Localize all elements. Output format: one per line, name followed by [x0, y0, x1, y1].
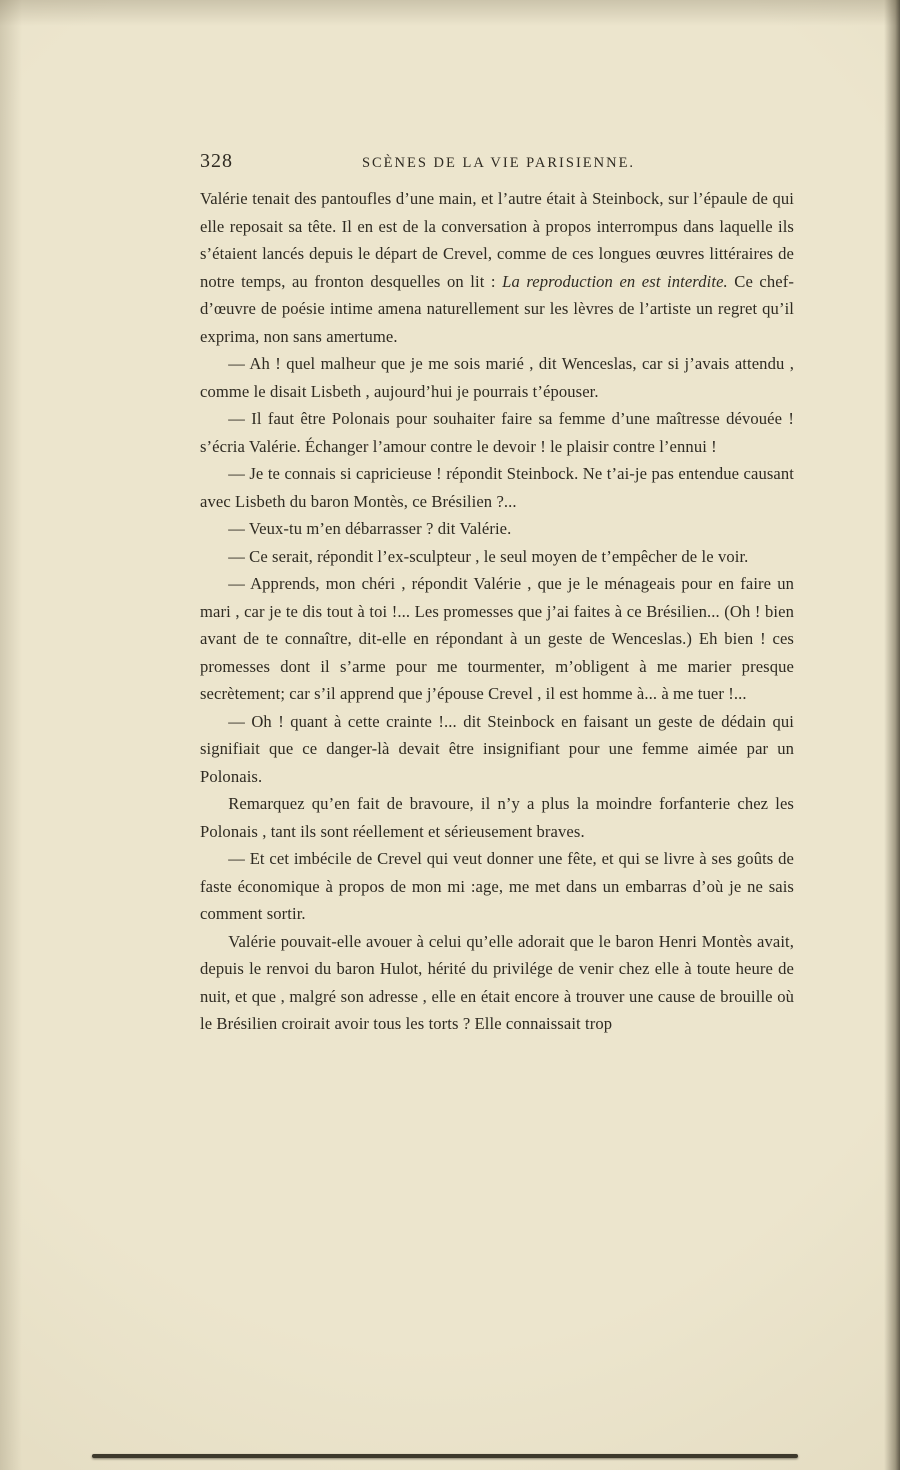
page-header [200, 150, 794, 173]
text-run: Remarquez qu’en fait de bravoure, il n’y a plus la moindre forfanterie chez les Polonais , tant ils sont réellement et sérieusement braves. [200, 794, 794, 841]
text-run: — Apprends, mon chéri , répondit Valérie , que je le ménageais pour en faire un mari , car je te dis tout à toi !... Les promesses que j’ai faites à ce Brésilien... (Oh ! bien avant de te connaître, dit-elle en répondant à un geste de Wenceslas.) Eh bien ! ces promesses dont il s’arme pour me tourmenter, m’obligent à me marier presque secrètement; car s’il apprend que j’épouse Crevel , il est homme à... à me tuer !... [200, 574, 794, 703]
italic-text-run: La reproduction en est interdite. [502, 271, 728, 291]
text-run: — Oh ! quant à cette crainte !... dit Steinbock en faisant un geste de dédain qui signifiait que ce danger-là devait être insignifiant pour une femme aimée par un Polonais. [200, 711, 794, 786]
paragraph [200, 515, 794, 543]
text-run: Ce chef-d’œuvre de poésie intime amena naturellement sur les lèvres de l’artiste un regret qu’il exprima, non sans amertume. [200, 271, 794, 346]
paragraph [200, 460, 794, 515]
paragraph [200, 570, 794, 708]
text-run: — Il faut être Polonais pour souhaiter faire sa femme d’une maîtresse dévouée ! s’écria Valérie. Échanger l’amour contre le devoir ! le plaisir contre l’ennui ! [200, 409, 794, 456]
scan-edge-bottom [92, 1454, 798, 1458]
paragraph [200, 845, 794, 928]
paragraph [200, 405, 794, 460]
running-title: SCÈNES DE LA VIE PARISIENNE. [361, 155, 636, 171]
scan-shadow-left [0, 0, 22, 1470]
text-run: — Je te connais si capricieuse ! répondit Steinbock. Ne t’ai-je pas entendue causant avec Lisbeth du baron Montès, ce Brésilien ?... [200, 464, 794, 511]
scan-edge-right [884, 0, 900, 1470]
text-run: — Ce serait, répondit l’ex-sculpteur , le seul moyen de t’empêcher de le voir. [228, 546, 749, 566]
paragraph [200, 185, 794, 350]
text-run: — Ah ! quel malheur que je me sois marié , dit Wenceslas, car si j’avais attendu , comme le disait Lisbeth , aujourd’hui je pourrais t’épouser. [200, 354, 794, 401]
text-run: — Veux-tu m’en débarrasser ? dit Valérie. [228, 519, 512, 538]
paragraph [200, 928, 794, 1038]
page-number: 328 [200, 150, 233, 172]
paragraph [200, 708, 794, 791]
page-text [200, 185, 794, 1038]
book-page [200, 150, 794, 1038]
text-run: Valérie pouvait-elle avouer à celui qu’elle adorait que le baron Henri Montès avait, depuis le renvoi du baron Hulot, hérité du privilége de venir chez elle à toute heure de nuit, et que , malgré son adresse , elle en était encore à trouver une cause de brouille où le Brésilien croirait avoir tous les torts ? Elle connaissait trop [200, 931, 794, 1033]
paragraph [200, 543, 794, 571]
paragraph [200, 790, 794, 845]
text-run: Valérie tenait des pantoufles d’une main, et l’autre était à Steinbock, sur l’épaule de qui elle reposait sa tête. Il en est de la conversation à propos interrompus dans laquelle ils s’étaient lancés depuis le départ de Crevel, comme de ces longues œuvres littéraires de notre temps, au fronton desquelles on lit : [200, 189, 794, 291]
text-run: — Et cet imbécile de Crevel qui veut donner une fête, et qui se livre à ses goûts de faste économique à propos de mon mi :age, me met dans un embarras d’où je ne sais comment sortir. [200, 849, 794, 923]
paragraph [200, 350, 794, 405]
scan-shadow-top [0, 0, 900, 26]
